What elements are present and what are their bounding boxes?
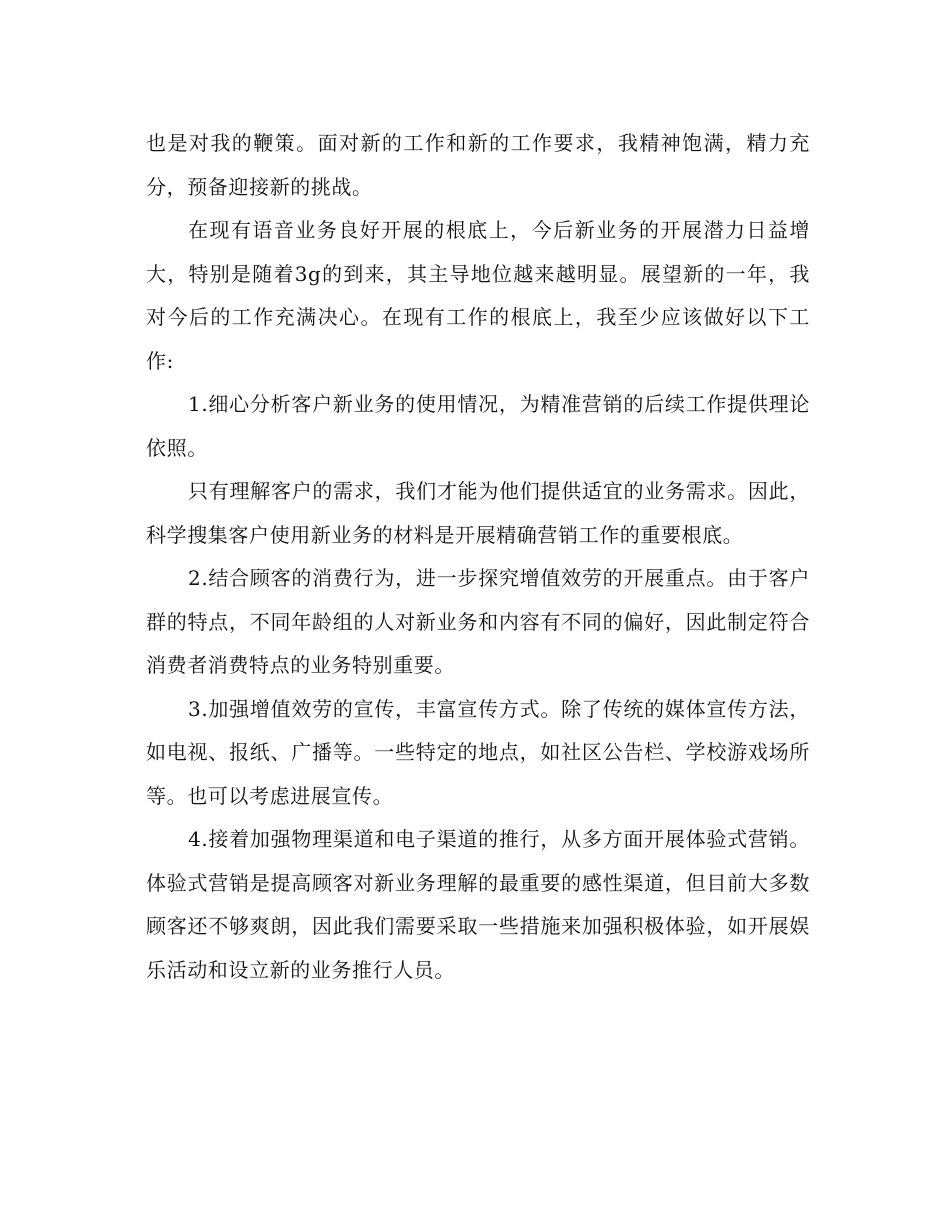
paragraph-3: 1.细心分析客户新业务的使用情况，为精准营销的后续工作提供理论依照。 [146, 392, 810, 460]
paragraph-7: 4.接着加强物理渠道和电子渠道的推行，从多方面开展体验式营销。体验式营销是提高顾客对新业务理解的最重要的感性渠道，但目前大多数顾客还不够爽朗，因此我们需要采取一些措施来加强积极体验，如开展娱乐活动和设立新的业务推行人员。 [146, 827, 810, 982]
paragraph-5: 2.结合顾客的消费行为，进一步探究增值效劳的开展重点。由于客户群的特点，不同年龄组的人对新业务和内容有不同的偏好，因此制定符合消费者消费特点的业务特别重要。 [146, 566, 810, 677]
paragraph-2: 在现有语音业务良好开展的根底上，今后新业务的开展潜力日益增大，特别是随着3g的到来，其主导地位越来越明显。展望新的一年，我对今后的工作充满决心。在现有工作的根底上，我至少应该做好以下工作: [146, 218, 810, 373]
document-body [146, 122, 810, 992]
paragraph-6: 3.加强增值效劳的宣传，丰富宣传方式。除了传统的媒体宣传方法，如电视、报纸、广播等。一些特定的地点，如社区公告栏、学校游戏场所等。也可以考虑进展宣传。 [146, 696, 810, 808]
paragraph-4: 只有理解客户的需求，我们才能为他们提供适宜的业务需求。因此，科学搜集客户使用新业务的材料是开展精确营销工作的重要根底。 [146, 479, 810, 547]
paragraph-1: 也是对我的鞭策。面对新的工作和新的工作要求，我精神饱满，精力充分，预备迎接新的挑战。 [146, 131, 810, 199]
